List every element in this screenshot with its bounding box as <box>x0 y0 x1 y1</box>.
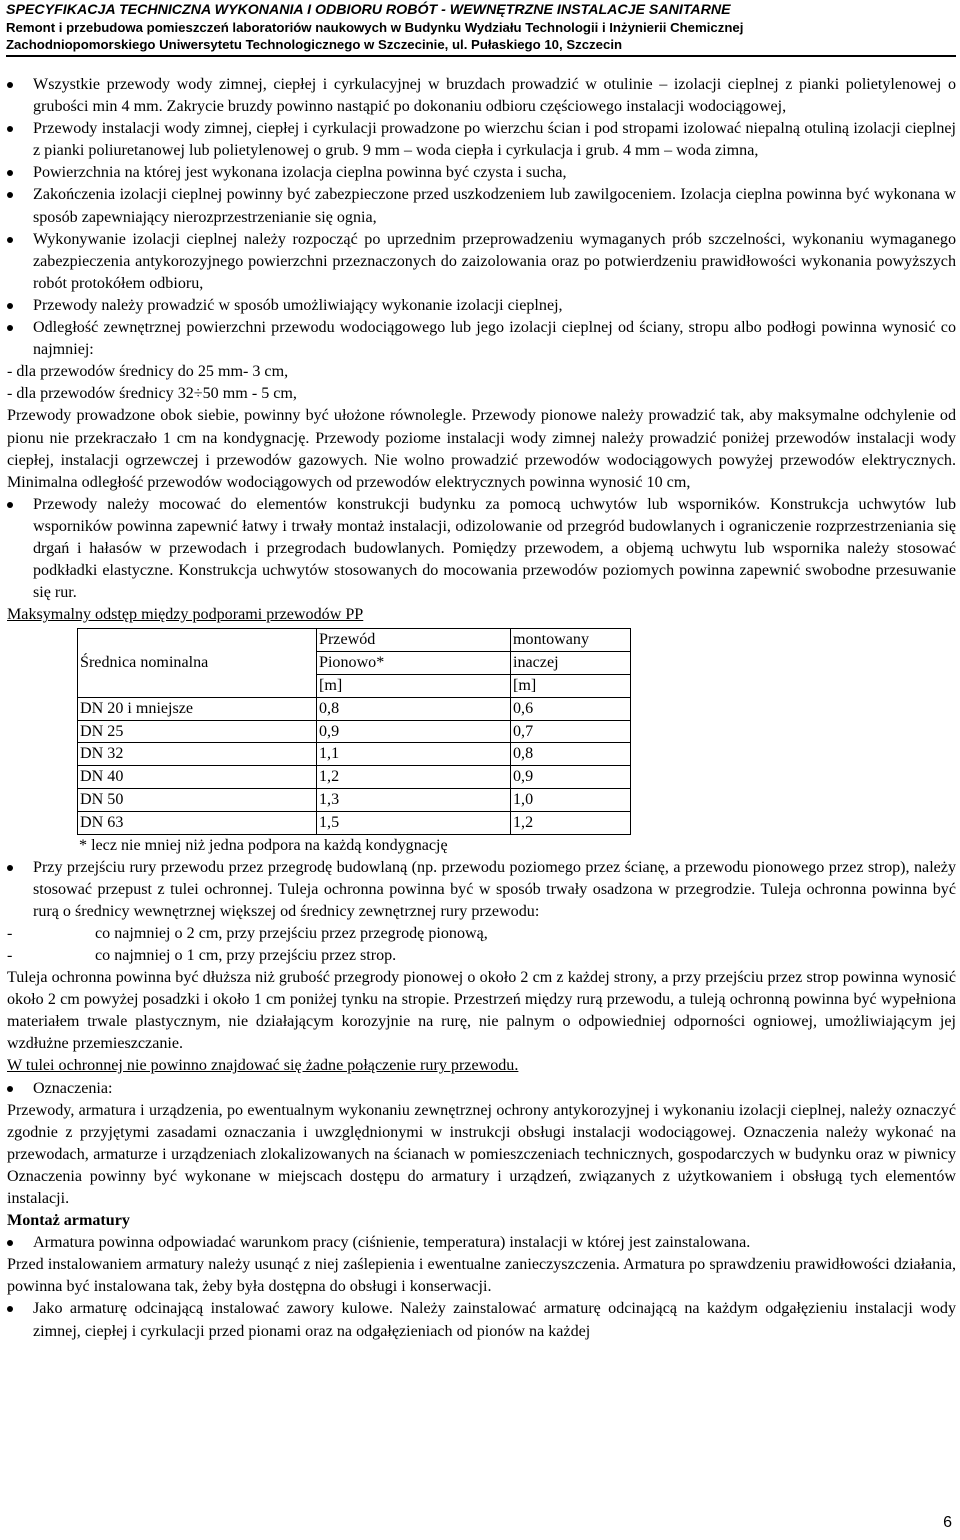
table-cell: 1,5 <box>317 811 511 834</box>
dash-item-strop <box>7 945 956 967</box>
table-row <box>78 743 631 766</box>
table-head-cell: montowany <box>511 629 631 652</box>
table-title: Maksymalny odstęp między podporami przewodów PP <box>7 606 364 624</box>
table-head-cell: inaczej <box>511 652 631 675</box>
paragraph-oznaczenia: Przewody, armatura i urządzenia, po ewentualnym wykonaniu zewnętrznej ochrony antykorozyjnej i wykonaniu izolacji cieplnej, należy oznaczyć zgodnie z przyjętymi zasadami oznaczania i uwzględnionymi w instrukcji obsługi instalacji wodociągowej. Oznaczenia należy wykonać na przewodach, armaturze i urządzeniach zlokalizowanych na ścianach w pomieszczeniach technicznych, gospodarczych w budynku oraz w piwnicy Oznaczenia powinny być wykonane w miejscach dostępu do armatury i urządzeń, związanych z użytkowaniem i obsługą tych elementów instalacji. <box>7 1101 956 1208</box>
document-body <box>7 74 956 1343</box>
table-cell: 0,8 <box>317 697 511 720</box>
table-cell: DN 63 <box>78 811 317 834</box>
table-head-cell: Pionowo* <box>317 652 511 675</box>
table-cell: DN 20 i mniejsze <box>78 697 317 720</box>
table-cell: 1,2 <box>511 811 631 834</box>
table-footnote: * lecz nie mniej niż jedna podpora na każdą kondygnację <box>79 836 448 854</box>
table-cell: 1,2 <box>317 766 511 789</box>
paragraph-polaczenie: W tulei ochronnej nie powinno znajdować się żadne połączenie rury przewodu. <box>7 1057 519 1075</box>
bullet-bruzdy: Wszystkie przewody wody zimnej, ciepłej i cyrkulacyjnej w bruzdach prowadzić w otulinie – izolacji cieplnej z pianki polietylenowej o grubości min 4 mm. Zakrycie bruzdy powinno nastąpić po dokonaniu odbioru częściowego instalacji wodociągowej, <box>7 74 956 118</box>
dash-item-pionowa <box>7 923 956 945</box>
table-cell: DN 32 <box>78 743 317 766</box>
page-number: 6 <box>943 1514 952 1531</box>
document-header <box>6 2 954 53</box>
table-cell: DN 25 <box>78 720 317 743</box>
bullet-odleglosc: Odległość zewnętrznej powierzchni przewodu wodociągowego lub jego izolacji cieplnej od ściany, stropu albo podłogi powinna wynosić co najmniej: <box>7 317 956 361</box>
paragraph-uklad-przewodow: Przewody prowadzone obok siebie, powinny być ułożone równolegle. Przewody pionowe należy prowadzić tak, aby maksymalne odchylenie od pionu nie przekraczało 1 cm na kondygnację. Przewody poziome instalacji wody zimnej należy prowadzić poniżej przewodów instalacji wody ciepłej, instalacji ogrzewczej i przewodów gazowych. Nie wolno prowadzić przewodów wodociągowych powyżej przewodów elektrycznych. Minimalna odległość przewodów wodociągowych od przewodów elektrycznych powinna wynosić 10 cm, <box>7 407 956 491</box>
header-divider <box>6 55 956 57</box>
table-row <box>78 811 631 834</box>
bullet-prowadzenie: Przewody należy prowadzić w sposób umożliwiający wykonanie izolacji cieplnej, <box>7 295 956 317</box>
bullet-powierzchnia: Powierzchnia na której jest wykonana izolacja cieplna powinna być czysta i sucha, <box>7 162 956 184</box>
address-line: Zachodniopomorskiego Uniwersytetu Technologicznego w Szczecinie, ul. Pułaskiego 10, Szczecin <box>6 37 623 52</box>
distance-line-32-50: - dla przewodów średnicy 32÷50 mm - 5 cm, <box>7 385 297 403</box>
table-cell: 0,6 <box>511 697 631 720</box>
paragraph-armatura: Przed instalowaniem armatury należy usunąć z niej zaślepienia i ewentualne zanieczyszczenia. Armatura po sprawdzeniu prawidłowości działania, powinna być instalowana tak, żeby była dostępna do obsługi i konserwacji. <box>7 1256 956 1296</box>
table-cell: 1,1 <box>317 743 511 766</box>
bullet-mocowanie: Przewody należy mocować do elementów konstrukcji budynku za pomocą uchwytów lub wsporników. Konstrukcja uchwytów lub wsporników powinna zapewnić łatwy i trwały montaż instalacji, odizolowanie od przegród budowlanych i ograniczenie rozprzestrzeniania się drgań i hałasów w przewodach i przegrodach budowlanych. Pomiędzy przewodem, a objemą uchwytu lub wspornika należy stosować podkładki elastyczne. Konstrukcja uchwytów stosowanych do mocowania przewodów poziomych powinna zapewnić swobodne przesuwanie się rur. <box>7 494 956 604</box>
dash-text: co najmniej o 1 cm, przy przejściu przez strop. <box>95 946 397 964</box>
bullet-oznaczenia: Oznaczenia: <box>7 1078 956 1100</box>
table-cell: 1,3 <box>317 788 511 811</box>
bullet-zakonczenia: Zakończenia izolacji cieplnej powinny być zabezpieczone przed uszkodzeniem lub zawilgoceniem. Izolacja cieplna powinna być wykonana w sposób zapewniający nierozprzestrzenianie się ognia, <box>7 184 956 228</box>
table-row <box>78 788 631 811</box>
table-cell: 0,9 <box>317 720 511 743</box>
table-cell: 1,0 <box>511 788 631 811</box>
project-line: Remont i przebudowa pomieszczeń laboratoriów naukowych w Budynku Wydziału Technologii i Inżynierii Chemicznej <box>6 20 744 35</box>
table-head-unit: [m] <box>511 674 631 697</box>
table-head-cell: Przewód <box>317 629 511 652</box>
spec-title: SPECYFIKACJA TECHNICZNA WYKONANIA I ODBIORU ROBÓT - WEWNĘTRZNE INSTALACJE SANITARNE <box>6 2 731 18</box>
table-cell: DN 40 <box>78 766 317 789</box>
bullet-armatura-warunki: Armatura powinna odpowiadać warunkom pracy (ciśnienie, temperatura) instalacji w której jest zainstalowana. <box>7 1232 956 1254</box>
distance-line-25: - dla przewodów średnicy do 25 mm- 3 cm, <box>7 363 289 381</box>
dash-mark: - <box>7 946 13 964</box>
table-row <box>78 697 631 720</box>
bullet-izolacja-przewodow: Przewody instalacji wody zimnej, ciepłej i cyrkulacji prowadzone po wierzchu ścian i pod stropami izolować niepalną otuliną izolacji cieplnej z pianki poliuretanowej lub polietylenowej o grub. 9 mm – woda ciepła i cyrkulacja i grub. 4 mm – woda zimna, <box>7 118 956 162</box>
table-head-unit: [m] <box>317 674 511 697</box>
bullet-przepust: Przy przejściu rury przewodu przez przegrodę budowlaną (np. przewodu poziomego przez ścianę, a przewodu pionowego przez strop), należy stosować przepust z tulei ochronnej. Tuleja ochronna powinna być w sposób trwały osadzona w przegrodzie. Tuleja ochronna powinna być rurą o średnicy wewnętrznej większej od średnicy zewnętrznej rury przewodu: <box>7 857 956 923</box>
table-cell: 0,8 <box>511 743 631 766</box>
dash-mark: - <box>7 924 13 942</box>
support-spacing-table <box>77 628 631 834</box>
table-cell: DN 50 <box>78 788 317 811</box>
bullet-zawory: Jako armaturę odcinającą instalować zawory kulowe. Należy zainstalować armaturę odcinającą na każdym odgałęzieniu instalacji wody zimnej, ciepłej i cyrkulacji przed pionami oraz na odgałęzieniach od pionów na każdej <box>7 1298 956 1342</box>
table-row <box>78 720 631 743</box>
bullet-proby: Wykonywanie izolacji cieplnej należy rozpocząć po uprzednim przeprowadzeniu wymaganych prób szczelności, wykonaniu wymaganego zabezpieczenia antykorozyjnego powierzchni przeznaczonych do zaizolowania oraz po potwierdzeniu prawidłowości wykonania powyższych robót protokółem odbioru, <box>7 229 956 295</box>
section-heading-montaz: Montaż armatury <box>7 1212 130 1230</box>
table-row <box>78 766 631 789</box>
table-cell: 0,7 <box>511 720 631 743</box>
table-cell: 0,9 <box>511 766 631 789</box>
table-head-diameter: Średnica nominalna <box>78 629 317 697</box>
dash-text: co najmniej o 2 cm, przy przejściu przez przegrodę pionową, <box>95 924 488 942</box>
paragraph-tuleja: Tuleja ochronna powinna być dłuższa niż grubość przegrody pionowej o około 2 cm z każdej strony, a przy przejściu przez strop powinna wynosić około 2 cm powyżej posadzki i około 1 cm poniżej tynku na stropie. Przestrzeń między rurą przewodu, a tuleją ochronną powinna być wypełniona materiałem trwale plastycznym, nie działającym korozyjnie na rurę, nie palnym o odpowiedniej odporności ogniowej, umożliwiającym jej wzdłużne przemieszczanie. <box>7 969 956 1053</box>
